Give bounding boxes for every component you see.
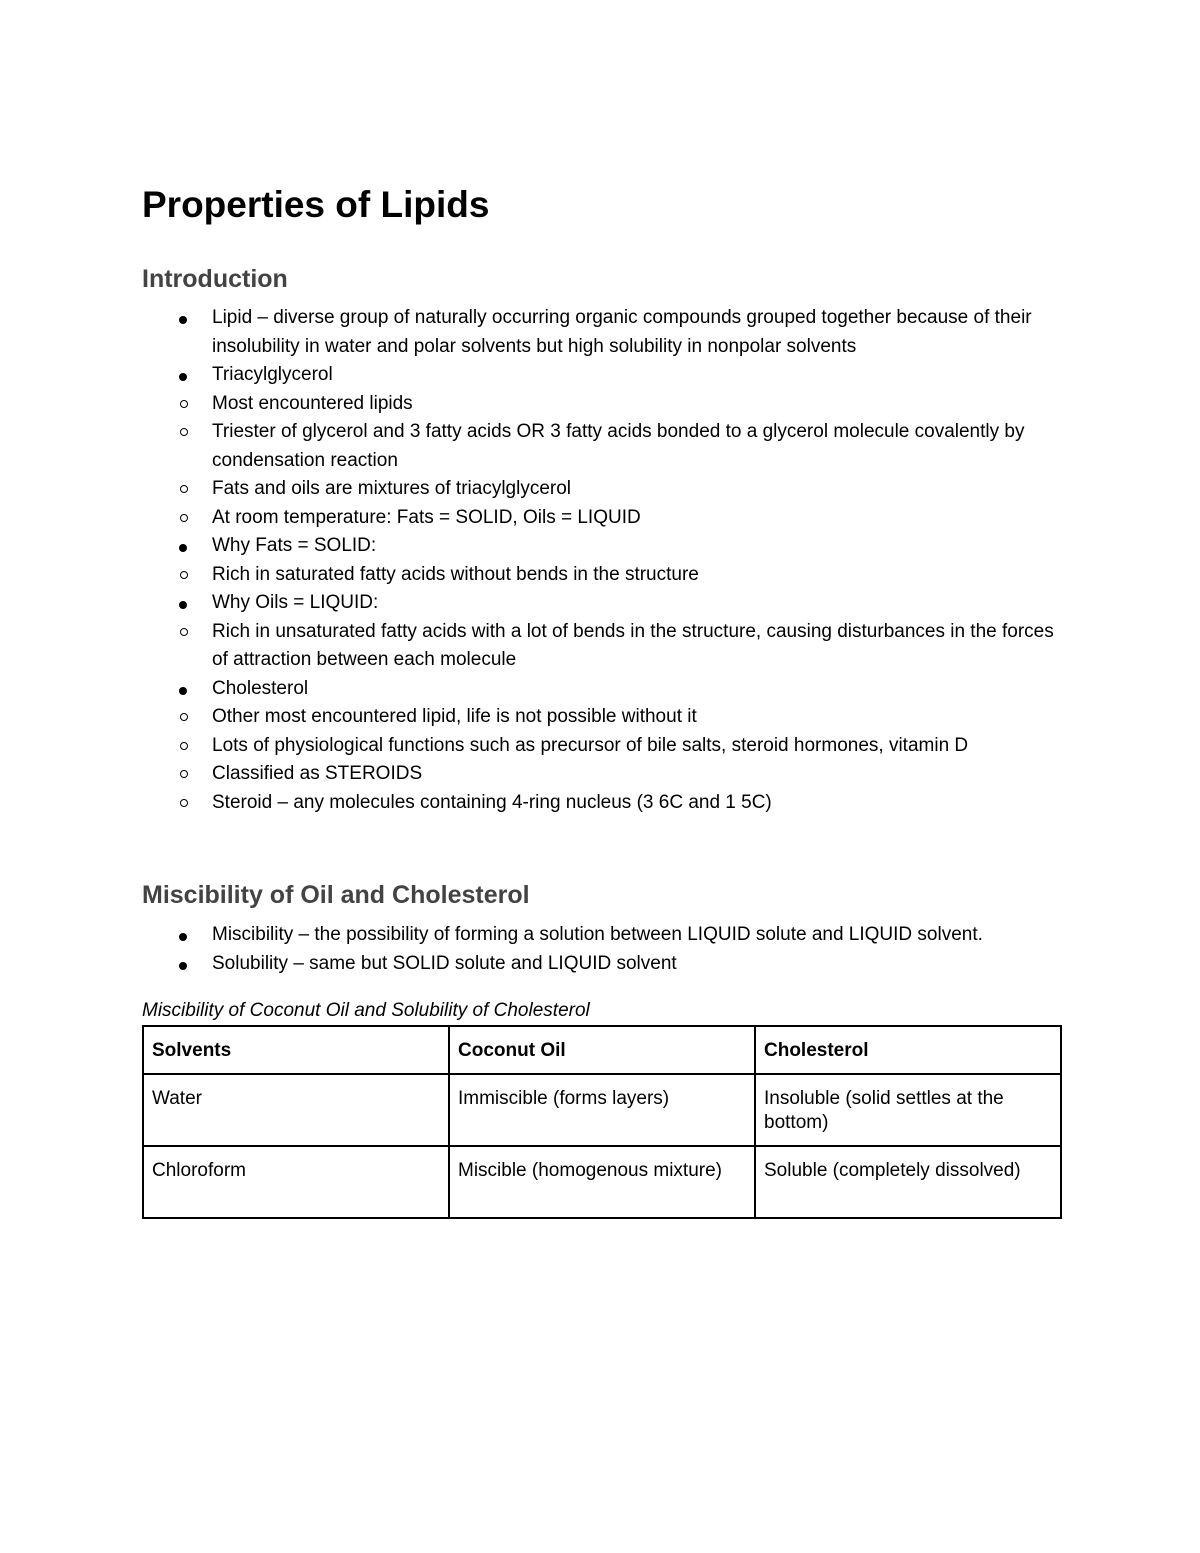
table-cell: Insoluble (solid settles at the bottom)	[755, 1074, 1061, 1146]
sub-list-item	[142, 418, 1062, 475]
table-header-cell: Solvents	[143, 1026, 449, 1074]
circle-bullet-icon	[180, 713, 188, 721]
list-item-text: Cholesterol	[212, 677, 309, 699]
list-item-text: Lipid – diverse group of naturally occurring organic compounds grouped together because of their insolubility in water and polar solvents but high solubility in nonpolar solvents	[212, 307, 1032, 357]
table-caption: Miscibility of Coconut Oil and Solubility of Cholesterol	[142, 1000, 590, 1021]
sub-list-item	[142, 504, 1062, 533]
table-header-cell: Coconut Oil	[449, 1026, 755, 1074]
sub-list-item	[142, 475, 1062, 504]
table-row	[143, 1074, 1061, 1146]
sub-list-item-text: Rich in unsaturated fatty acids with a lot of bends in the structure, causing disturbances in the forces of attraction between each molecule	[212, 620, 1054, 670]
bullet-icon	[179, 933, 187, 941]
list-item	[142, 589, 1062, 618]
bullet-icon	[179, 601, 187, 609]
table-header-row	[143, 1026, 1061, 1074]
table-row	[143, 1146, 1061, 1218]
bullet-icon	[179, 687, 187, 695]
page-title: Properties of Lipids	[142, 184, 490, 225]
section-heading-miscibility: Miscibility of Oil and Cholesterol	[142, 881, 530, 909]
sub-list-item	[142, 789, 1062, 818]
bullet-icon	[179, 316, 187, 324]
sub-list-item	[142, 618, 1062, 675]
circle-bullet-icon	[180, 485, 188, 493]
list-item	[142, 532, 1062, 561]
table-cell: Chloroform	[143, 1146, 449, 1218]
circle-bullet-icon	[180, 400, 188, 408]
sub-list-item	[142, 760, 1062, 789]
miscibility-table	[142, 1025, 1062, 1219]
sub-list-item-text: Fats and oils are mixtures of triacylglycerol	[212, 478, 572, 499]
list-item-text: Miscibility – the possibility of forming a solution between LIQUID solute and LIQUID solvent.	[212, 924, 983, 945]
sub-list-item	[142, 703, 1062, 732]
sub-list-item-text: Classified as STEROIDS	[212, 763, 423, 784]
sub-list-item	[142, 561, 1062, 590]
sub-list-item-text: Lots of physiological functions such as precursor of bile salts, steroid hormones, vitamin D	[212, 734, 969, 756]
list-item	[142, 921, 1062, 950]
sub-list-item-text: Other most encountered lipid, life is not possible without it	[212, 706, 697, 727]
sub-list-item	[142, 390, 1062, 419]
table-cell: Miscible (homogenous mixture)	[449, 1146, 755, 1218]
sub-list-item-text: Rich in saturated fatty acids without bends in the structure	[212, 563, 699, 585]
sub-list-item-text: Most encountered lipids	[212, 392, 413, 414]
table-header-cell: Cholesterol	[755, 1026, 1061, 1074]
sub-list-item-text: Triester of glycerol and 3 fatty acids OR 3 fatty acids bonded to a glycerol molecule covalently by condensation reaction	[212, 421, 1025, 471]
sub-list-item-text: At room temperature: Fats = SOLID, Oils = LIQUID	[212, 506, 641, 528]
introduction-list	[142, 304, 1062, 817]
circle-bullet-icon	[180, 514, 188, 522]
circle-bullet-icon	[180, 799, 188, 807]
sub-list-item	[142, 732, 1062, 761]
document-page	[142, 182, 1062, 1219]
table-cell: Immiscible (forms layers)	[449, 1074, 755, 1146]
list-item	[142, 950, 1062, 979]
section-heading-introduction: Introduction	[142, 265, 288, 293]
circle-bullet-icon	[180, 428, 188, 436]
circle-bullet-icon	[180, 770, 188, 778]
bullet-icon	[179, 544, 187, 552]
list-item	[142, 304, 1062, 361]
bullet-icon	[179, 962, 187, 970]
circle-bullet-icon	[180, 742, 188, 750]
list-item	[142, 361, 1062, 390]
table-cell: Soluble (completely dissolved)	[755, 1146, 1061, 1218]
circle-bullet-icon	[180, 628, 188, 636]
list-item	[142, 675, 1062, 704]
bullet-icon	[179, 373, 187, 381]
table-cell: Water	[143, 1074, 449, 1146]
list-item-text: Why Oils = LIQUID:	[212, 592, 379, 613]
list-item-text: Triacylglycerol	[212, 364, 333, 385]
miscibility-list	[142, 921, 1062, 978]
list-item-text: Why Fats = SOLID:	[212, 535, 377, 556]
circle-bullet-icon	[180, 571, 188, 579]
list-item-text: Solubility – same but SOLID solute and LIQUID solvent	[212, 952, 677, 974]
sub-list-item-text: Steroid – any molecules containing 4-ring nucleus (3 6C and 1 5C)	[212, 791, 772, 813]
